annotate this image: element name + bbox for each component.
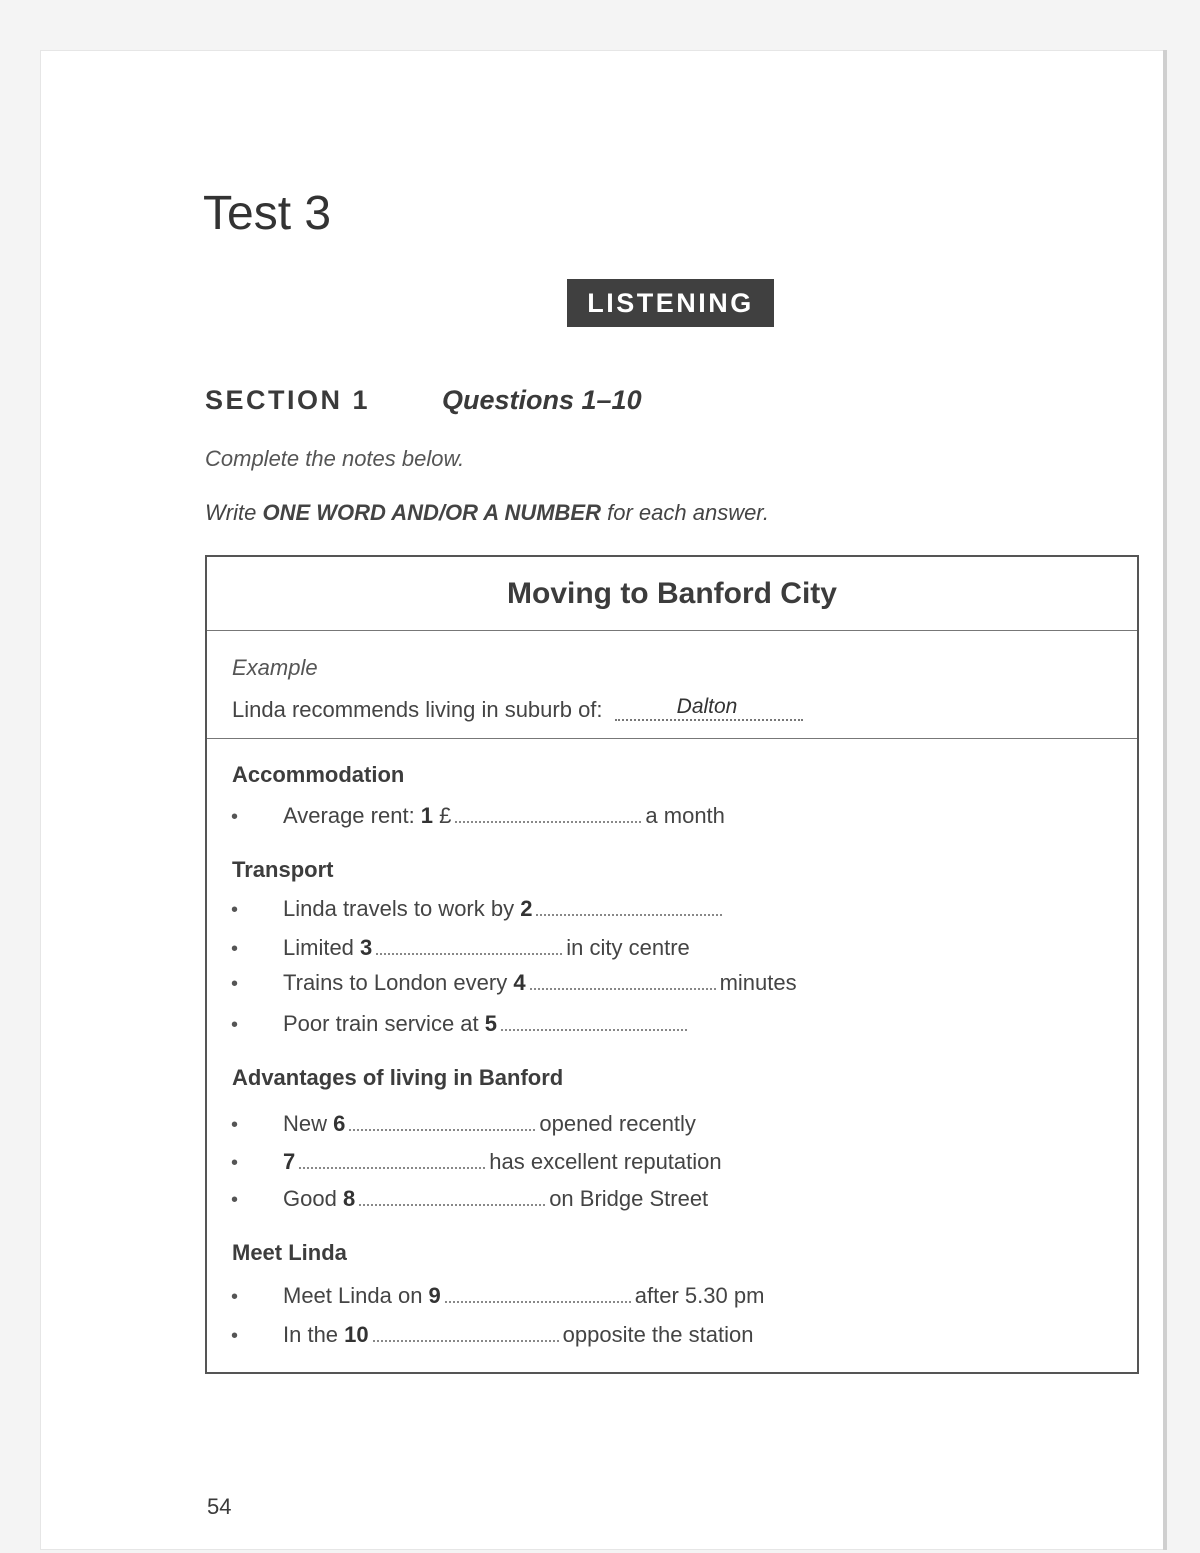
answer-blank-7[interactable] [299,1147,485,1169]
q10-before: In the [283,1322,345,1347]
q9-before: Meet Linda on [283,1283,429,1308]
q4-number: 4 [513,970,526,995]
question-10-item [231,1320,753,1348]
bullet-icon: • [231,1189,239,1211]
question-1-item [231,801,725,829]
q6-before: New [283,1111,334,1136]
answer-blank-6[interactable] [349,1109,535,1131]
question-3-item [231,933,690,961]
q9-after: after 5.30 pm [634,1283,765,1308]
q3-after: in city centre [566,935,690,960]
instruction-prefix: Write [205,500,263,525]
example-line [232,697,803,723]
q8-number: 8 [342,1186,356,1211]
bullet-icon: • [231,938,239,960]
q3-before: Limited [283,935,361,960]
q7-number: 7 [283,1149,296,1174]
q8-before: Good [283,1186,343,1211]
question-9-item [231,1281,764,1309]
q4-after: minutes [719,970,797,995]
q9-number: 9 [428,1283,441,1308]
answer-blank-10[interactable] [373,1320,559,1342]
instruction-emphasis: ONE WORD AND/OR A NUMBER [262,500,601,525]
question-2-item [231,894,726,922]
q1-after: a month [645,803,725,828]
q2-before: Linda travels to work by [283,896,521,921]
page-edge-shadow [1163,50,1167,1550]
question-5-item [231,1009,691,1037]
bullet-icon: • [231,1286,239,1308]
section-label: SECTION 1 [205,385,371,415]
bullet-icon: • [231,1325,239,1347]
bullet-icon: • [231,1014,239,1036]
instruction-word-limit [205,500,769,526]
heading-meet-linda: Meet Linda [232,1240,347,1265]
q7-after: has excellent reputation [489,1149,722,1174]
questions-range: Questions 1–10 [442,385,642,415]
instruction-suffix: for each answer. [601,500,769,525]
notes-title: Moving to Banford City [207,557,1137,631]
answer-blank-1[interactable] [455,801,641,823]
answer-blank-3[interactable] [376,933,562,955]
notes-box [205,555,1139,1374]
example-label: Example [232,655,318,680]
bullet-icon: • [231,1152,239,1174]
answer-blank-2[interactable] [536,894,722,916]
q4-before: Trains to London every [283,970,514,995]
question-4-item [231,968,797,996]
q6-number: 6 [333,1111,346,1136]
answer-blank-8[interactable] [359,1184,545,1206]
q5-before: Poor train service at [283,1011,485,1036]
bullet-icon: • [231,1114,239,1136]
example-area [207,631,1137,739]
bullet-icon: • [231,899,239,921]
q10-after: opposite the station [562,1322,754,1347]
q5-number: 5 [484,1011,497,1036]
bullet-icon: • [231,973,239,995]
page-number: 54 [207,1494,232,1519]
q2-number: 2 [520,896,533,921]
example-answer-blank [615,697,803,723]
instruction-complete-notes: Complete the notes below. [205,446,465,471]
q1-number: 1 [420,803,434,828]
example-dotted-line [615,719,803,721]
q6-after: opened recently [539,1111,696,1136]
heading-accommodation: Accommodation [232,762,405,787]
question-8-item [231,1184,708,1212]
example-text: Linda recommends living in suburb of: [232,697,603,722]
q10-number: 10 [344,1322,369,1347]
test-title: Test 3 [203,187,332,240]
answer-blank-4[interactable] [530,968,716,990]
example-answer: Dalton [676,695,738,718]
q1-before: Average rent: [283,803,421,828]
listening-badge: LISTENING [567,279,774,327]
q1-mid: £ [433,803,452,828]
q3-number: 3 [360,935,373,960]
heading-transport: Transport [232,857,334,882]
question-7-item [231,1147,722,1175]
q8-after: on Bridge Street [549,1186,709,1211]
answer-blank-9[interactable] [445,1281,631,1303]
heading-advantages: Advantages of living in Banford [232,1065,564,1090]
bullet-icon: • [231,806,239,828]
question-6-item [231,1109,696,1137]
answer-blank-5[interactable] [501,1009,687,1031]
